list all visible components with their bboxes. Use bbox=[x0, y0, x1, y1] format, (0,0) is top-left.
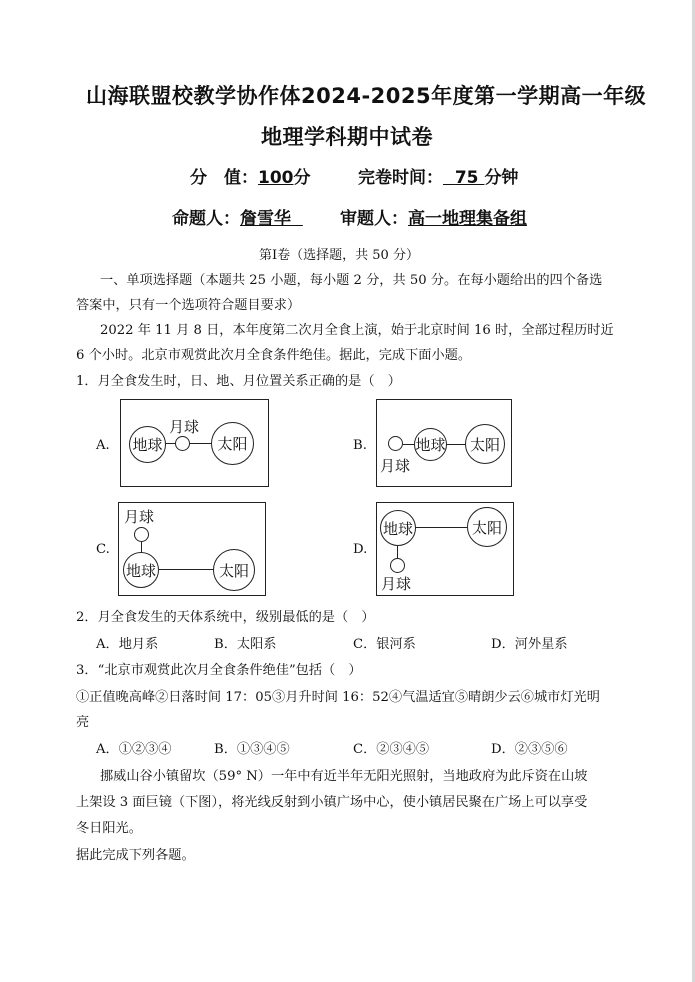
reviewer-name: 高一地理集备组 bbox=[408, 209, 527, 229]
q3-option-b[interactable]: B．①③④⑤ bbox=[214, 742, 290, 757]
passage1-line2: 6 个小时。北京市观赏此次月全食条件绝佳。据此，完成下面小题。 bbox=[76, 348, 472, 363]
moon-label: 月球 bbox=[124, 508, 155, 526]
connector-line bbox=[141, 542, 142, 552]
author-label: 命题人： bbox=[172, 209, 240, 229]
author-info bbox=[172, 204, 303, 229]
orbit-line bbox=[159, 569, 219, 570]
sun-circle: 太阳 bbox=[465, 424, 505, 464]
q3-option-d[interactable]: D．②③⑤⑥ bbox=[491, 742, 568, 757]
orbit-line bbox=[415, 527, 467, 528]
earth-circle: 地球 bbox=[123, 552, 159, 588]
time-label: 完卷时间： bbox=[358, 168, 443, 188]
author-name: 詹雪华 bbox=[240, 209, 291, 229]
q3-statements-line2: 亮 bbox=[76, 715, 90, 730]
passage2-line4: 据此完成下列各题。 bbox=[76, 848, 195, 863]
moon-circle bbox=[134, 527, 149, 542]
q1-diagram-a[interactable] bbox=[120, 399, 269, 487]
score-label: 分 值： bbox=[190, 168, 258, 188]
q2-option-d[interactable]: D．河外星系 bbox=[491, 637, 568, 652]
q2-stem: 2．月全食发生的天体系统中，级别最低的是（ ） bbox=[76, 610, 375, 625]
moon-circle bbox=[388, 436, 403, 451]
time-value: 75 bbox=[454, 168, 479, 188]
instructions-line1: 一、单项选择题（本题共 25 小题，每小题 2 分，共 50 分。在每小题给出的四个备选 bbox=[100, 273, 603, 288]
q2-option-a[interactable]: A．地月系 bbox=[96, 637, 159, 652]
time-info bbox=[358, 163, 518, 188]
earth-circle: 地球 bbox=[414, 428, 447, 461]
time-unit: 分钟 bbox=[484, 168, 519, 188]
exam-title-line1: 山海联盟校教学协作体2024-2025年度第一学期高一年级 bbox=[86, 84, 647, 108]
sun-circle: 太阳 bbox=[213, 549, 255, 591]
passage1-line1: 2022 年 11 月 8 日，本年度第二次月全食上演，始于北京时间 16 时，全部过程历时近 bbox=[100, 323, 614, 338]
q1-diagram-c[interactable] bbox=[118, 502, 266, 596]
reviewer-info bbox=[340, 204, 527, 229]
q1-diagram-b[interactable] bbox=[376, 399, 512, 487]
instructions-line2: 答案中，只有一个选项符合题目要求） bbox=[76, 298, 301, 313]
exam-title-line2: 地理学科期中试卷 bbox=[261, 125, 433, 149]
earth-circle: 地球 bbox=[129, 426, 166, 463]
q1-diagram-d[interactable] bbox=[376, 502, 514, 596]
moon-label: 月球 bbox=[380, 457, 411, 475]
score-value: 100 bbox=[258, 168, 294, 188]
section-heading: 第Ⅰ卷（选择题，共 50 分） bbox=[259, 248, 419, 263]
passage2-line3: 冬日阳光。 bbox=[76, 821, 142, 836]
connector-line bbox=[397, 546, 398, 558]
score-unit: 分 bbox=[293, 168, 311, 188]
passage2-line1: 挪威山谷小镇留坎（59° N）一年中有近半年无阳光照射，当地政府为此斥资在山坡 bbox=[100, 769, 588, 784]
q1-option-d-label[interactable]: D. bbox=[353, 542, 368, 557]
q2-option-c[interactable]: C．银河系 bbox=[353, 637, 416, 652]
q1-option-a-label[interactable]: A. bbox=[96, 438, 110, 453]
q3-statements-line1: ①正值晚高峰②日落时间 17：05③月升时间 16：52④气温适宜⑤晴朗少云⑥城市灯光明 bbox=[76, 690, 600, 705]
q3-option-a[interactable]: A．①②③④ bbox=[96, 742, 172, 757]
reviewer-label: 审题人： bbox=[340, 209, 408, 229]
moon-circle bbox=[175, 436, 190, 451]
earth-circle: 地球 bbox=[380, 510, 416, 546]
q1-stem: 1．月全食发生时，日、地、月位置关系正确的是（ ） bbox=[76, 374, 401, 389]
q1-option-b-label[interactable]: B. bbox=[353, 438, 367, 453]
moon-circle bbox=[390, 558, 405, 573]
q2-option-b[interactable]: B．太阳系 bbox=[214, 637, 277, 652]
sun-circle: 太阳 bbox=[211, 422, 254, 465]
score-info bbox=[190, 163, 311, 188]
q3-option-c[interactable]: C．②③④⑤ bbox=[353, 742, 430, 757]
q3-stem: 3．“北京市观赏此次月全食条件绝佳”包括（ ） bbox=[76, 663, 362, 678]
moon-label: 月球 bbox=[169, 418, 200, 436]
passage2-line2: 上架设 3 面巨镜（下图），将光线反射到小镇广场中心，使小镇居民聚在广场上可以享受 bbox=[76, 795, 588, 810]
moon-label: 月球 bbox=[381, 575, 412, 593]
q1-option-c-label[interactable]: C. bbox=[96, 542, 110, 557]
sun-circle: 太阳 bbox=[467, 507, 507, 547]
